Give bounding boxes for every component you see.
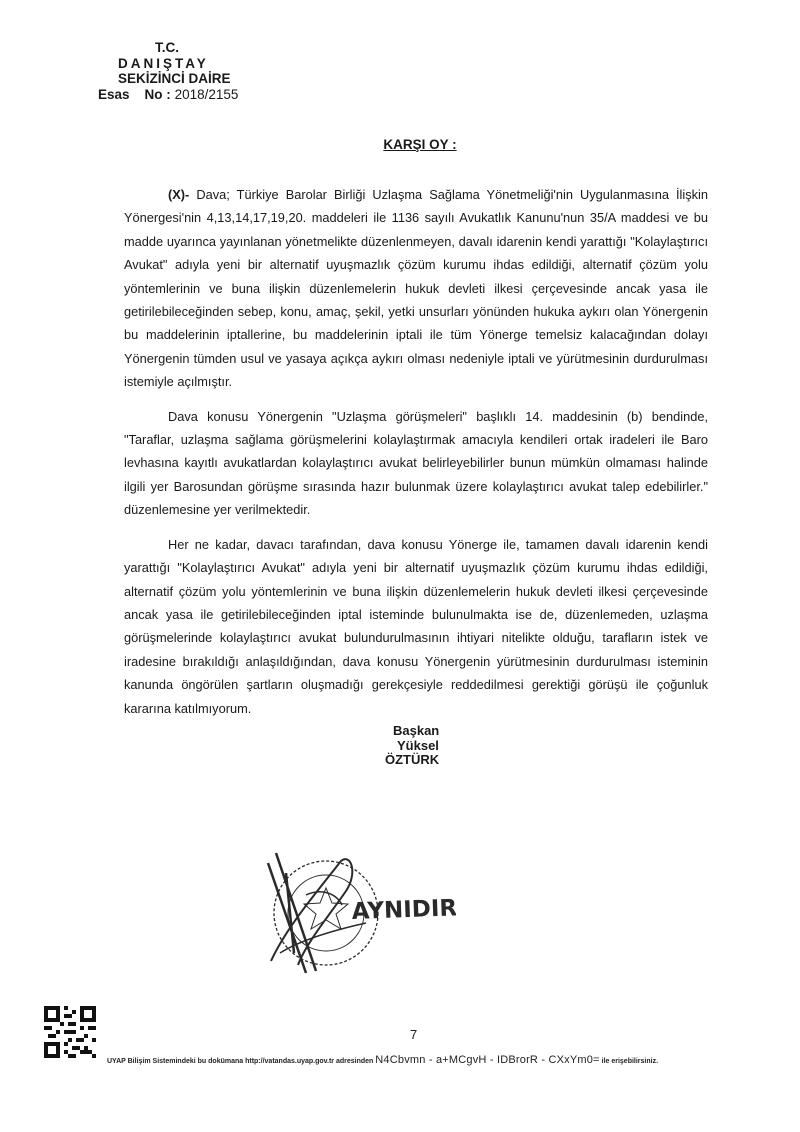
header-tc: T.C. xyxy=(155,40,180,55)
certification-stamp xyxy=(246,833,456,983)
qr-code xyxy=(44,1006,96,1058)
footer-prefix: UYAP Bilişim Sistemindeki bu dokümana http://vatandas.uyap.gov.tr adresinden xyxy=(107,1058,374,1065)
signatory-last-name: ÖZTÜRK xyxy=(385,752,440,767)
header-chamber: SEKİZİNCİ DAİRE xyxy=(118,71,231,86)
document-header xyxy=(98,40,238,102)
stamp-text: AYNIDIR xyxy=(351,895,456,925)
paragraph-1-label: (X)- xyxy=(168,187,190,202)
signatory-block xyxy=(385,724,439,768)
verification-code: N4Cbvmn - a+MCgvH - IDBrorR - CXxYm0= xyxy=(375,1054,600,1066)
signatory-title: Başkan xyxy=(393,723,440,738)
paragraph-2: Dava konusu Yönergenin "Uzlaşma görüşmeleri" başlıklı 14. maddesinin (b) bendinde, "Taraflar, uzlaşma sağlama görüşmelerini kolaylaştırmak amacıyla kendileri ortak iradeleri ile Baro levhasına kayıtlı avukatlardan kolaylaştırıcı avukat belirleyebilirler bunun mümkün olmaması halinde ilgili yer Barosundan görüşme sırasında hazır bulunmak üzere kolaylaştırıcı avukat talep edebilirler." düzenlemesine yer verilmektedir. xyxy=(124,408,708,518)
header-case-number xyxy=(98,87,238,103)
footer-suffix: ile erişebilirsiniz. xyxy=(601,1058,659,1065)
signatory-first-name: Yüksel xyxy=(397,737,439,753)
header-court-name: DANIŞTAY xyxy=(118,55,209,71)
case-number-value: 2018/2155 xyxy=(174,86,239,102)
verification-footer xyxy=(107,1054,658,1066)
paragraph-3: Her ne kadar, davacı tarafından, dava konusu Yönerge ile, tamamen davalı idarenin kendi yarattığı "Kolaylaştırıcı Avukat" adıyla yeni bir alternatif uyuşmazlık çözüm kurumu ihdas edildiği, alternatif çözüm yolu yöntemlerinin ve buna ilişkin düzenlemelerin hukuk devleti ilkesi çerçevesinde ancak yasa ile getirilebileceğinden iptal isteminde bulunulmakta ise de, düzenlemeden, uzlaşma görüşmelerinde kolaylaştırıcı avukat bulundurulmasının ihtiyari nitelikte olduğu, tarafların istek ve iradesine bırakıldığı anlaşıldığından, dava konusu Yönergenin yürütmesinin durdurulması isteminin kanunda öngörülen şartların oluşmadığı gerekçesiyle reddedilmesi gerektiği görüşü ile çoğunluk kararına katılmıyorum. xyxy=(124,536,708,716)
document-body xyxy=(124,183,708,731)
dissent-title: KARŞI OY : xyxy=(383,137,457,152)
page-number: 7 xyxy=(410,1027,418,1042)
paragraph-1 xyxy=(124,183,708,394)
no-label: No : xyxy=(144,86,171,102)
paragraph-1-text: Dava; Türkiye Barolar Birliği Uzlaşma Sağlama Yönetmeliği'nin Uygulanmasına İlişkin Yönergesi'nin 4,13,14,17,19,20. maddeleri ile 1136 sayılı Avukatlık Kanunu'nun 35/A maddesi ve bu madde uyarınca yayınlanan yönetmelikte düzenlenmeyen, davalı idarenin kendi yarattığı "Kolaylaştırıcı Avukat" adıyla yeni bir alternatif uyuşmazlık çözüm kurumu ihdas edildiği, alternatif çözüm yolu yöntemlerinin ve buna ilişkin düzenlemelerin hukuk devleti ilkesi çerçevesinde ancak yasa ile getirilebileceğinden sebep, konu, amaç, şekil, yetki unsurları yönünden hukuka aykırı olan Yönergenin bu maddelerinin iptallerine, bu maddelerinin iptali ile tüm Yönerge temelsiz kalacağından dolayı Yönergenin tümden usul ve yasaya açıkça aykırı olması nedeniyle iptali ve yürütmesinin durdurulması istemiyle açılmıştır. xyxy=(124,187,708,390)
esas-label: Esas xyxy=(98,86,130,102)
stamp-signature-graphic xyxy=(246,833,456,983)
qr-code-graphic xyxy=(44,1006,96,1058)
